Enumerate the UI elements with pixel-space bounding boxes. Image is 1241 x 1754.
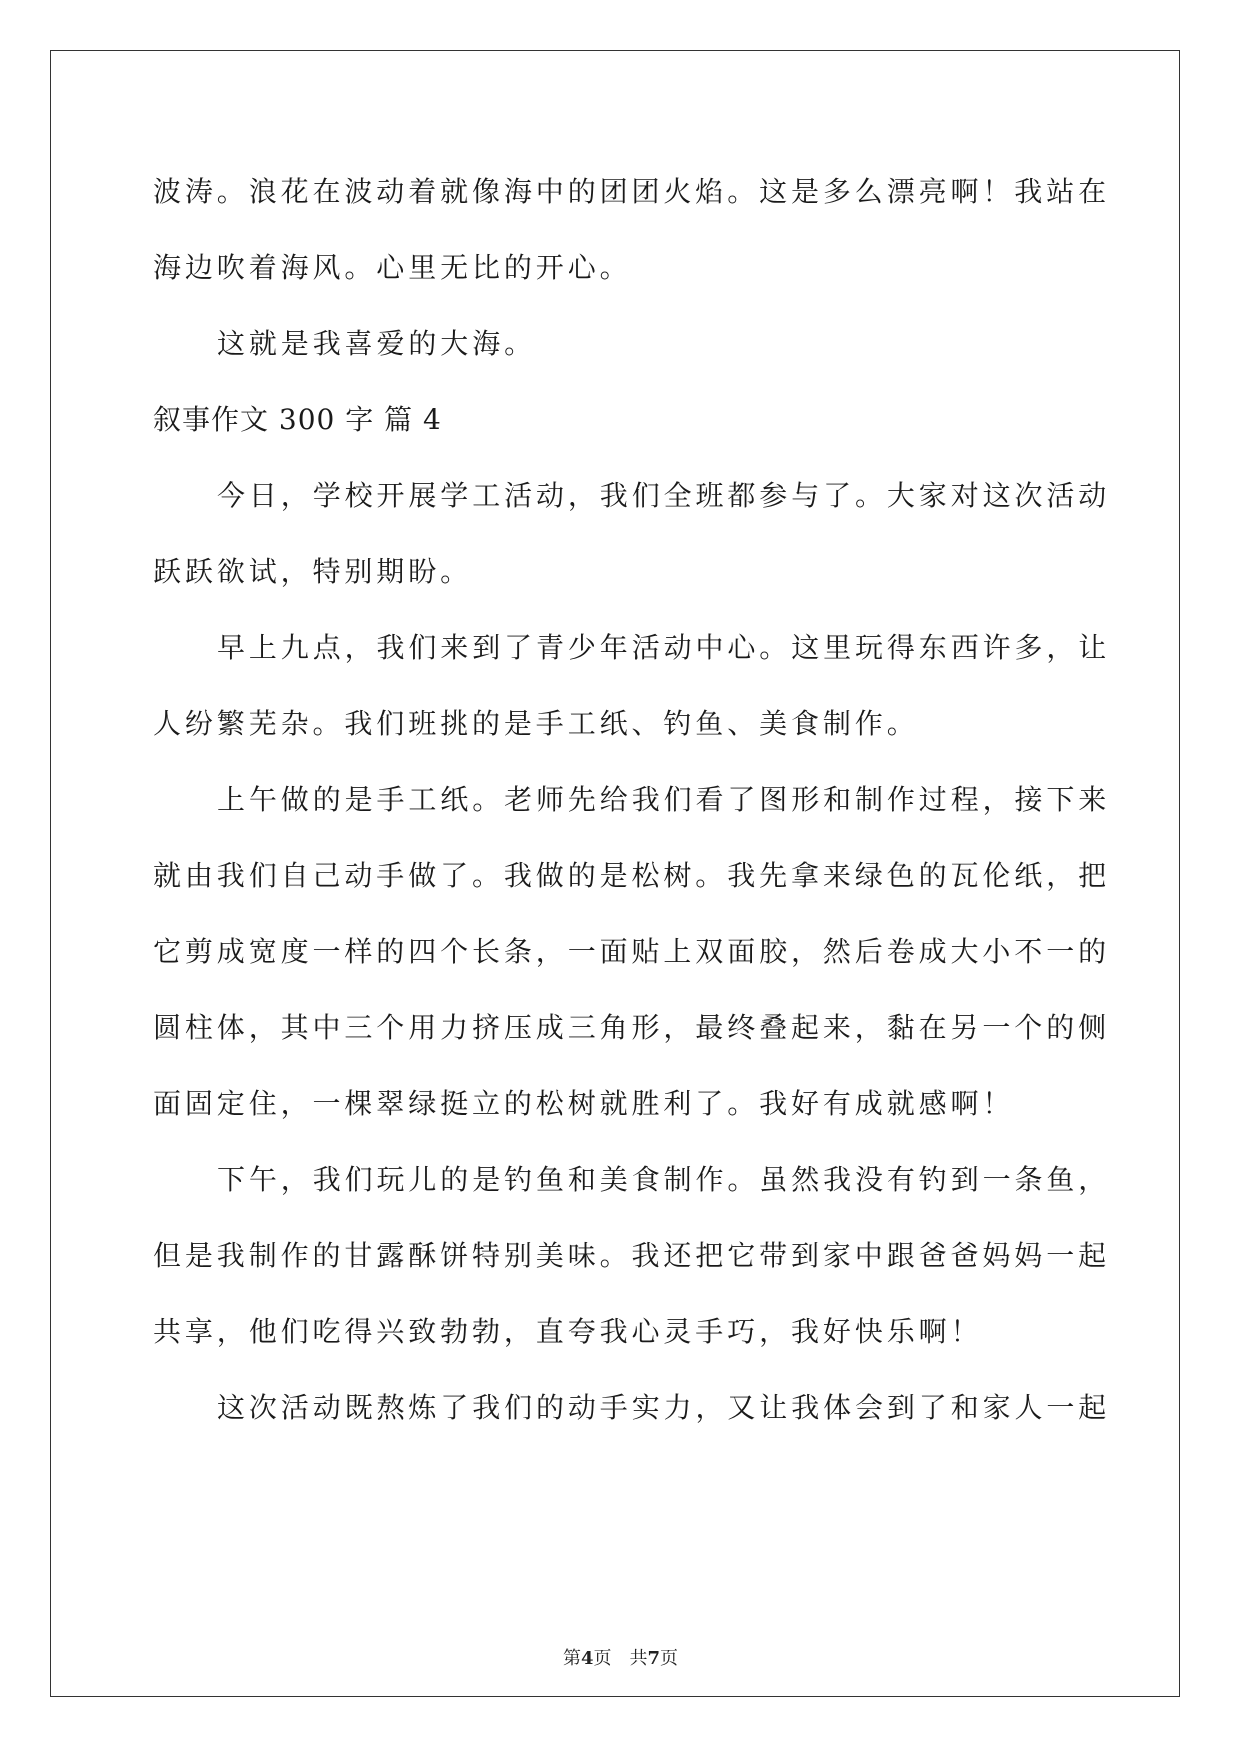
text-line: 早上九点，我们来到了青少年活动中心。这里玩得东西许多，让 xyxy=(217,631,1111,664)
text-line: 这次活动既熬炼了我们的动手实力，又让我体会到了和家人一起 xyxy=(217,1391,1111,1424)
section-heading: 叙事作文 300 字 篇 4 xyxy=(153,403,442,436)
text-line: 波涛。浪花在波动着就像海中的团团火焰。这是多么漂亮啊！我站在 xyxy=(153,175,1111,208)
page-number: 4 xyxy=(580,1648,594,1669)
text-line: 跃跃欲试，特别期盼。 xyxy=(153,555,473,588)
text-line: 下午，我们玩儿的是钓鱼和美食制作。虽然我没有钓到一条鱼， xyxy=(217,1163,1111,1196)
total-suffix: 页 xyxy=(660,1648,679,1669)
text-line: 面固定住，一棵翠绿挺立的松树就胜利了。我好有成就感啊！ xyxy=(153,1087,1015,1120)
document-body xyxy=(153,165,1111,1457)
total-prefix: 共 xyxy=(629,1648,648,1669)
text-line: 上午做的是手工纸。老师先给我们看了图形和制作过程，接下来 xyxy=(217,783,1111,816)
text-line: 今日，学校开展学工活动，我们全班都参与了。大家对这次活动 xyxy=(217,479,1111,512)
text-line: 这就是我喜爱的大海。 xyxy=(217,327,537,360)
page-prefix: 第 xyxy=(562,1648,581,1669)
text-line: 它剪成宽度一样的四个长条，一面贴上双面胶，然后卷成大小不一的 xyxy=(153,935,1111,968)
page-total: 7 xyxy=(647,1648,661,1669)
text-line: 圆柱体，其中三个用力挤压成三角形，最终叠起来，黏在另一个的侧 xyxy=(153,1011,1111,1044)
text-line: 人纷繁芜杂。我们班挑的是手工纸、钓鱼、美食制作。 xyxy=(153,707,919,740)
page-suffix: 页 xyxy=(593,1648,612,1669)
text-line: 共享，他们吃得兴致勃勃，直夸我心灵手巧，我好快乐啊！ xyxy=(153,1315,983,1348)
text-line: 就由我们自己动手做了。我做的是松树。我先拿来绿色的瓦伦纸，把 xyxy=(153,859,1111,892)
text-line: 但是我制作的甘露酥饼特别美味。我还把它带到家中跟爸爸妈妈一起 xyxy=(153,1239,1111,1272)
page-footer xyxy=(0,1644,1241,1670)
text-line: 海边吹着海风。心里无比的开心。 xyxy=(153,251,632,284)
